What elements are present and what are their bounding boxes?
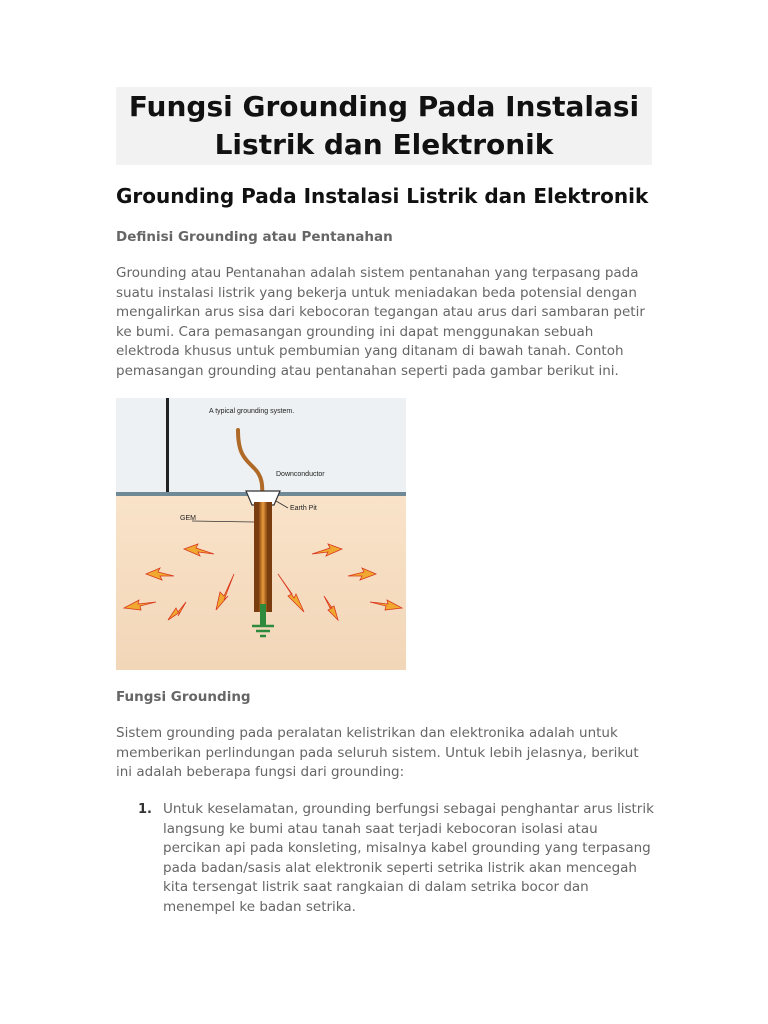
function-paragraph: Sistem grounding pada peralatan kelistrikan dan elektronika adalah untuk memberikan perlindungan pada seluruh sistem. Untuk lebih jelasnya, berikut ini adalah beberapa fungsi dari grounding: xyxy=(116,725,639,780)
main-heading: Grounding Pada Instalasi Listrik dan Elektronik xyxy=(116,184,649,208)
downconductor-label: Downconductor xyxy=(276,471,325,478)
definition-subheading: Definisi Grounding atau Pentanahan xyxy=(116,229,393,245)
definition-paragraph: Grounding atau Pentanahan adalah sistem pentanahan yang terpasang pada suatu instalasi listrik yang bekerja untuk meniadakan beda potensial dengan mengalirkan arus sisa dari kebocoran tegangan atau arus dari sambaran petir ke bumi. Cara pemasangan grounding ini dapat menggunakan sebuah elektroda khusus untuk pembumian yang ditanam di bawah tanah. Contoh pemasangan grounding atau pentanahan seperti pada gambar berikut ini. xyxy=(116,265,645,379)
list-item-text: Untuk keselamatan, grounding berfungsi sebagai penghantar arus listrik langsung ke bumi atau tanah saat terjadi kebocoran isolasi atau percikan api pada konsleting, misalnya kabel grounding yang terpasang pada badan/sasis alat elektronik seperti setrika listrik akan mencegah kita tersengat listrik saat rangkaian di dalam setrika bocor dan menempel ke badan setrika. xyxy=(163,801,654,915)
gem-label: GEM xyxy=(180,515,196,522)
earth-pit-label: Earth Pit xyxy=(290,505,317,512)
function-list xyxy=(116,800,656,917)
figure-caption: A typical grounding system. xyxy=(209,408,295,415)
list-item xyxy=(116,800,656,917)
function-subheading: Fungsi Grounding xyxy=(116,689,251,705)
grounding-system-figure xyxy=(116,398,406,670)
list-item-number: 1. xyxy=(138,802,152,817)
building-wall xyxy=(166,398,169,494)
ground-rod xyxy=(259,502,267,612)
page-title: Fungsi Grounding Pada Instalasi Listrik dan Elektronik xyxy=(128,90,640,161)
title-box xyxy=(116,87,652,165)
